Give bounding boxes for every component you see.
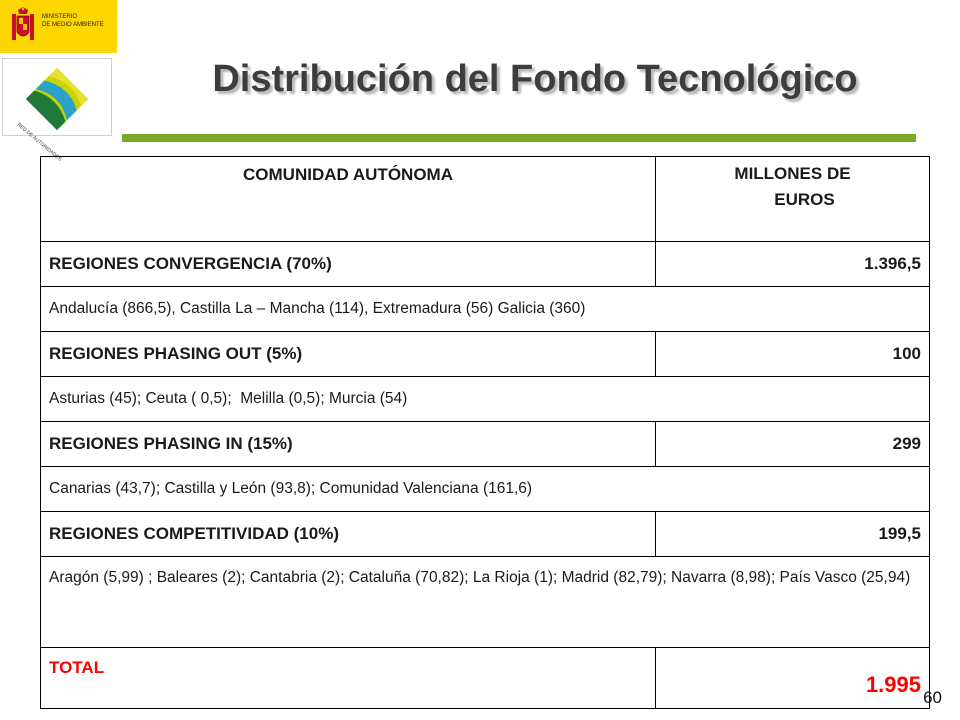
- table-row: [41, 332, 930, 377]
- region-detail: Aragón (5,99) ; Baleares (2); Cantabria (2); Cataluña (70,82); La Rioja (1); Madrid (82,79); Navarra (8,98); País Vasco (25,94): [41, 557, 930, 648]
- fund-distribution-table: [40, 156, 930, 709]
- region-value: 299: [656, 422, 930, 467]
- header-community: COMUNIDAD AUTÓNOMA: [41, 157, 656, 242]
- region-value: 199,5: [656, 512, 930, 557]
- region-value: 100: [656, 332, 930, 377]
- table-row: [41, 422, 930, 467]
- table-header-row: [41, 157, 930, 242]
- total-value: 1.995: [656, 648, 930, 709]
- table-row: [41, 377, 930, 422]
- ministry-name: MINISTERIO DE MEDIO AMBIENTE: [42, 14, 104, 28]
- table-row: [41, 557, 930, 648]
- table-row: [41, 242, 930, 287]
- region-label: REGIONES PHASING IN (15%): [41, 422, 656, 467]
- region-detail: Asturias (45); Ceuta ( 0,5); Melilla (0,5); Murcia (54): [41, 377, 930, 422]
- region-label: REGIONES COMPETITIVIDAD (10%): [41, 512, 656, 557]
- total-row: [41, 648, 930, 709]
- title-underline: [122, 134, 916, 142]
- table-row: [41, 467, 930, 512]
- region-label: REGIONES CONVERGENCIA (70%): [41, 242, 656, 287]
- table-row: [41, 287, 930, 332]
- region-detail: Canarias (43,7); Castilla y León (93,8); Comunidad Valenciana (161,6): [41, 467, 930, 512]
- page-number: 60: [923, 688, 942, 707]
- region-label: REGIONES PHASING OUT (5%): [41, 332, 656, 377]
- region-detail: Andalucía (866,5), Castilla La – Mancha (114), Extremadura (56) Galicia (360): [41, 287, 930, 332]
- region-value: 1.396,5: [656, 242, 930, 287]
- ministry-logo: [0, 0, 117, 53]
- header-millions: MILLONES DE EUROS: [656, 157, 930, 242]
- spanish-crest-icon: [10, 6, 36, 46]
- page-title: Distribución del Fondo Tecnológico: [212, 58, 858, 100]
- table-row: [41, 512, 930, 557]
- svg-text:RED DE AUTORIDADES: RED DE AUTORIDADES: [15, 121, 63, 163]
- total-label: TOTAL: [41, 648, 656, 709]
